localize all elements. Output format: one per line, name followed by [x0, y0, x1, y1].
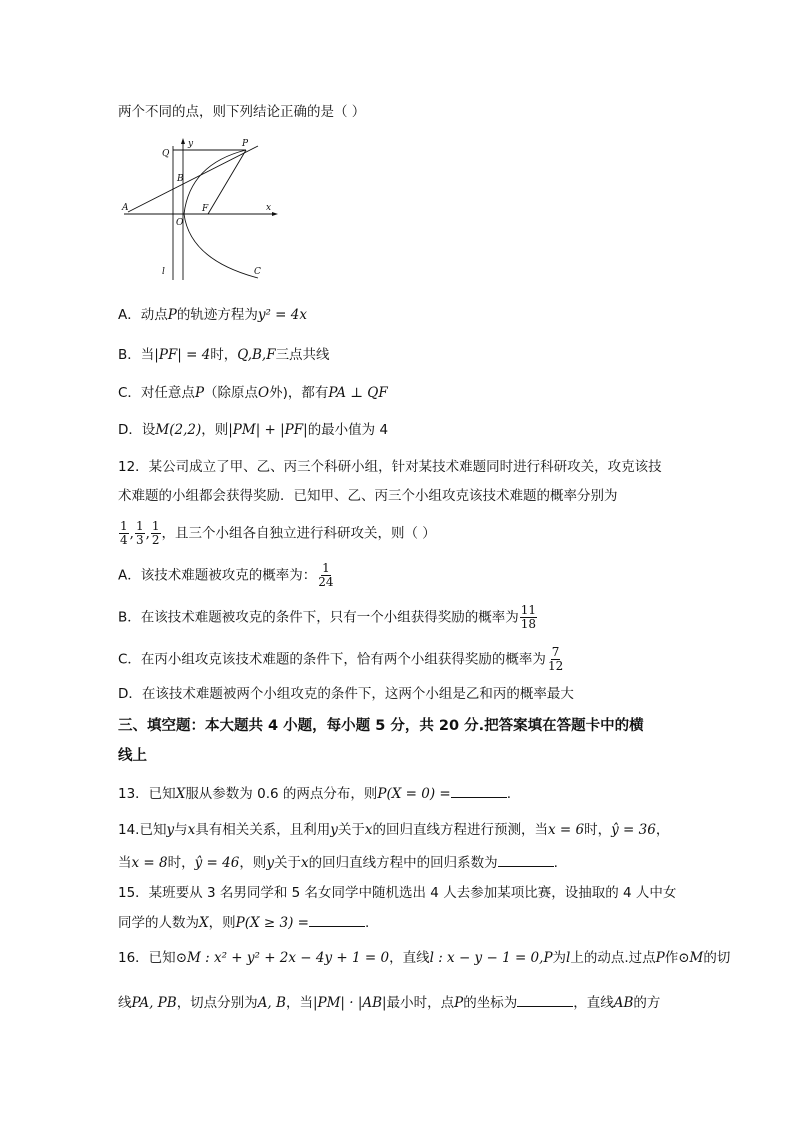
- answer-blank: [309, 912, 365, 927]
- label-P: P: [242, 139, 249, 149]
- question-intro: 两个不同的点，则下列结论正确的是（ ）: [118, 104, 366, 120]
- q14-line2: 当x = 8时，ŷ = 46，则y关于x的回归直线方程中的回归系数为 .: [118, 852, 558, 873]
- q16-line2: 线PA, PB，切点分别为A, B，当|PM| · |AB|最小时，点P的坐标为 ，直线AB的方: [118, 992, 660, 1013]
- answer-blank: [498, 852, 554, 867]
- q15-line2: 同学的人数为X，则P(X ≥ 3) = .: [118, 912, 369, 933]
- label-y: y: [188, 139, 194, 149]
- q12-option-a: A．该技术难题被攻克的概率为： $\frac{1}{24}$: [118, 561, 334, 589]
- answer-blank: [451, 783, 507, 798]
- q11-option-b: B．当|PF| = 4时，Q,B,F三点共线: [118, 347, 330, 363]
- q11-option-a: A．动点P的轨迹方程为y² = 4x: [118, 307, 307, 323]
- section-heading-line2: 线上: [118, 748, 147, 764]
- q11-option-d: D．设M(2,2)，则|PM| + |PF|的最小值为 4: [118, 422, 389, 438]
- q14-line1: 14.已知y与x具有相关关系，且利用y关于x的回归直线方程进行预测，当x = 6时，ŷ = 36，: [118, 822, 670, 838]
- q11-option-c: C．对任意点P（除原点O外)，都有PA ⊥ QF: [118, 385, 388, 401]
- parabola-figure: [118, 134, 278, 282]
- fraction-1-3: $\frac{1}{3}$: [135, 519, 144, 547]
- label-Q: Q: [162, 149, 170, 159]
- label-O: O: [176, 218, 184, 228]
- label-l: l: [162, 267, 165, 277]
- q12-option-b: B．在该技术难题被攻克的条件下，只有一个小组获得奖励的概率为 $\frac{11}{18}$: [118, 603, 537, 631]
- fraction-1-4: $\frac{1}{4}$: [120, 519, 128, 547]
- q12-stem-line1: 12．某公司成立了甲、乙、丙三个科研小组，针对某技术难题同时进行科研攻关，攻克该技: [118, 459, 662, 475]
- section-heading-line1: 三、填空题：本大题共 4 小题，每小题 5 分，共 20 分.把答案填在答题卡中的横: [118, 718, 644, 734]
- label-x: x: [266, 203, 272, 213]
- label-B: B: [177, 174, 184, 184]
- label-F: F: [202, 204, 209, 214]
- q15-line1: 15．某班要从 3 名男同学和 5 名女同学中随机选出 4 人去参加某项比赛，设抽取的 4 人中女: [118, 885, 677, 901]
- q12-option-c: C．在丙小组攻克该技术难题的条件下，恰有两个小组获得奖励的概率为 $\frac{7}{12}$: [118, 645, 564, 673]
- label-C: C: [254, 267, 261, 277]
- fraction-1-2: $\frac{1}{2}$: [151, 519, 160, 547]
- q13: 13．已知X服从参数为 0.6 的两点分布，则P(X = 0) = .: [118, 783, 511, 804]
- label-A: A: [122, 203, 129, 213]
- answer-blank: [517, 992, 573, 1007]
- q12-option-d: D．在该技术难题被两个小组攻克的条件下，这两个小组是乙和丙的概率最大: [118, 686, 574, 702]
- q16-line1: 16．已知⊙M : x² + y² + 2x − 4y + 1 = 0，直线l : x − y − 1 = 0,P为l上的动点.过点P作⊙M的切: [118, 950, 731, 966]
- q12-stem-line2: 术难题的小组都会获得奖励．已知甲、乙、丙三个小组攻克该技术难题的概率分别为: [118, 488, 618, 504]
- q12-stem-line3: $\frac{1}{4}$ , $\frac{1}{3}$ , $\frac{1}{2}$ ，且三个小组各自独立进行科研攻关，则（ ）: [120, 519, 436, 547]
